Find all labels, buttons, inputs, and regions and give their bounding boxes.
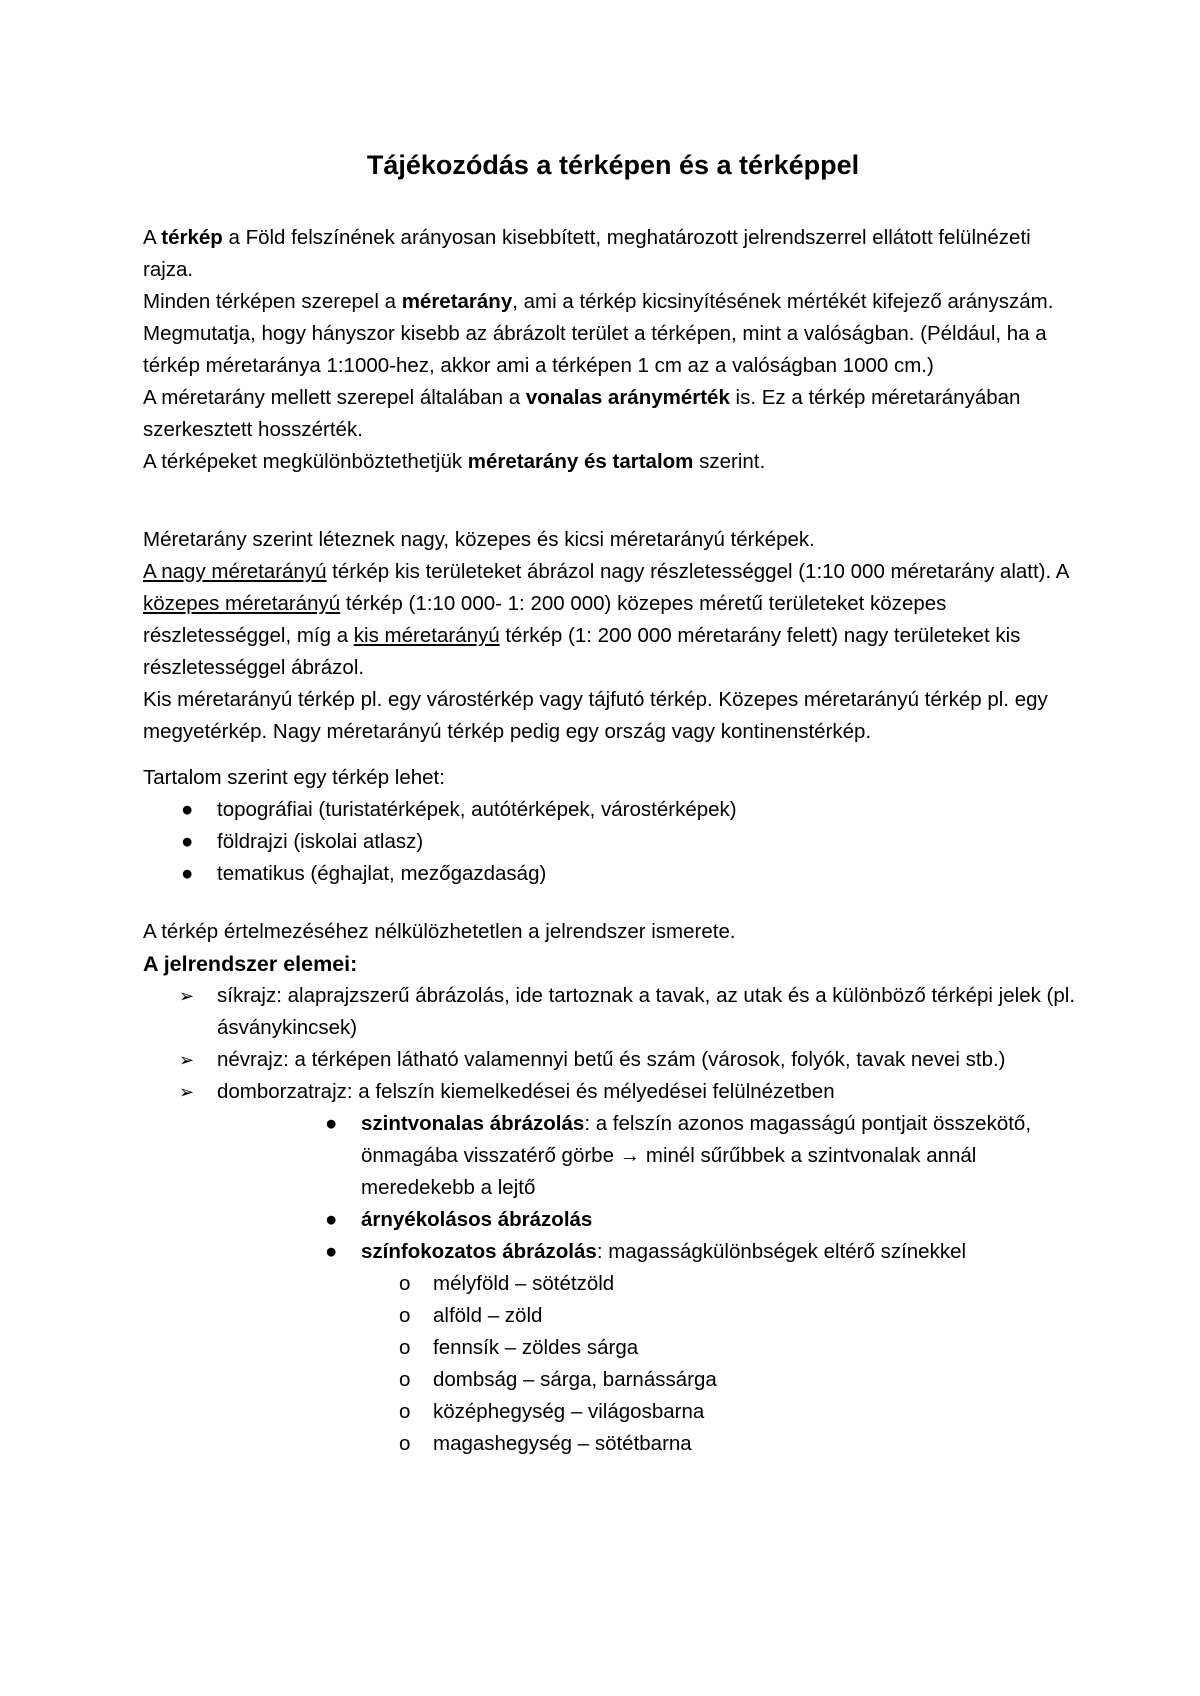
paragraph-scale-definition: Minden térképen szerepel a méretarány, ami a térkép kicsinyítésének mértékét kifejező arányszám. Megmutatja, hogy hányszor kisebb az ábrázolt terület a térképen, mint a valóságban. (Például, ha a térkép méretaránya 1:1000-hez, akkor ami a térképen 1 cm az a valóságban 1000 cm.)	[143, 290, 1054, 377]
circle-bullet-icon: o	[399, 1304, 411, 1327]
relief-method-list	[143, 1108, 1083, 1268]
legend-element-list	[143, 980, 1083, 1108]
bullet-icon: ●	[181, 830, 194, 853]
arrow-bullet-icon: ➢	[179, 1082, 195, 1102]
legend-intro: A térkép értelmezéséhez nélkülözhetetlen a jelrendszer ismerete.	[143, 920, 736, 943]
list-item: o fennsík – zöldes sárga	[143, 1332, 1083, 1364]
bullet-icon: ●	[325, 1112, 338, 1135]
list-item: ● árnyékolásos ábrázolás	[143, 1204, 1083, 1236]
list-item: ➢ domborzatrajz: a felszín kiemelkedései és mélyedései felülnézetben	[143, 1076, 1083, 1108]
intro-section	[143, 222, 1083, 478]
circle-bullet-icon: o	[399, 1432, 411, 1455]
paragraph-scale-examples: Kis méretarányú térkép pl. egy várostérkép vagy tájfutó térkép. Közepes méretarányú térkép pl. egy megyetérkép. Nagy méretarányú térkép pedig egy ország vagy kontinenstérkép.	[143, 688, 1048, 743]
paragraph-scale-details: A nagy méretarányú térkép kis területeket ábrázol nagy részletességgel (1:10 000 méretarány alatt). A közepes méretarányú térkép (1:10 000- 1: 200 000) közepes méretű területeket közepes részletességgel, míg a kis méretarányú térkép (1: 200 000 méretarány felett) nagy területeket kis részletességgel ábrázol.	[143, 560, 1069, 679]
list-item: ● szintvonalas ábrázolás: a felszín azonos magasságú pontjait összekötő, önmagába visszatérő görbe → minél sűrűbbek a szintvonalak annál meredekebb a lejtő	[143, 1108, 1083, 1204]
circle-bullet-icon: o	[399, 1272, 411, 1295]
paragraph-map-classification: A térképeket megkülönböztethetjük méretarány és tartalom szerint.	[143, 450, 766, 473]
list-item: o magashegység – sötétbarna	[143, 1428, 1083, 1460]
content-section	[143, 762, 1083, 890]
list-item: ● tematikus (éghajlat, mezőgazdaság)	[143, 858, 1083, 890]
arrow-bullet-icon: ➢	[179, 1050, 195, 1070]
list-item: ● földrajzi (iskolai atlasz)	[143, 826, 1083, 858]
bullet-icon: ●	[181, 798, 194, 821]
bullet-icon: ●	[325, 1208, 338, 1231]
content-intro: Tartalom szerint egy térkép lehet:	[143, 766, 445, 789]
circle-bullet-icon: o	[399, 1336, 411, 1359]
bullet-icon: ●	[325, 1240, 338, 1263]
list-item: ➢ síkrajz: alaprajzszerű ábrázolás, ide tartoznak a tavak, az utak és a különböző térképi jelek (pl. ásványkincsek)	[143, 980, 1083, 1044]
list-item: ➢ névrajz: a térképen látható valamennyi betű és szám (városok, folyók, tavak nevei stb.)	[143, 1044, 1083, 1076]
scale-section	[143, 524, 1083, 748]
list-item: ● színfokozatos ábrázolás: magasságkülönbségek eltérő színekkel	[143, 1236, 1083, 1268]
circle-bullet-icon: o	[399, 1368, 411, 1391]
list-item: o dombság – sárga, barnássárga	[143, 1364, 1083, 1396]
arrow-bullet-icon: ➢	[179, 986, 195, 1006]
circle-bullet-icon: o	[399, 1400, 411, 1423]
paragraph-scale-types: Méretarány szerint léteznek nagy, közepes és kicsi méretarányú térképek.	[143, 528, 815, 551]
content-type-list	[143, 794, 1083, 890]
elevation-color-list	[143, 1268, 1083, 1460]
list-item: o alföld – zöld	[143, 1300, 1083, 1332]
legend-section	[143, 916, 1083, 1460]
list-item: o mélyföld – sötétzöld	[143, 1268, 1083, 1300]
paragraph-map-definition: A térkép a Föld felszínének arányosan kisebbített, meghatározott jelrendszerrel ellátott felülnézeti rajza.	[143, 226, 1031, 281]
bullet-icon: ●	[181, 862, 194, 885]
page-title: Tájékozódás a térképen és a térképpel	[366, 150, 860, 180]
paragraph-linear-scale: A méretarány mellett szerepel általában a vonalas aránymérték is. Ez a térkép méretarányában szerkesztett hosszérték.	[143, 386, 1021, 441]
list-item: ● topográfiai (turistatérképek, autótérképek, várostérképek)	[143, 794, 1083, 826]
list-item: o középhegység – világosbarna	[143, 1396, 1083, 1428]
legend-heading: A jelrendszer elemei:	[143, 952, 358, 976]
